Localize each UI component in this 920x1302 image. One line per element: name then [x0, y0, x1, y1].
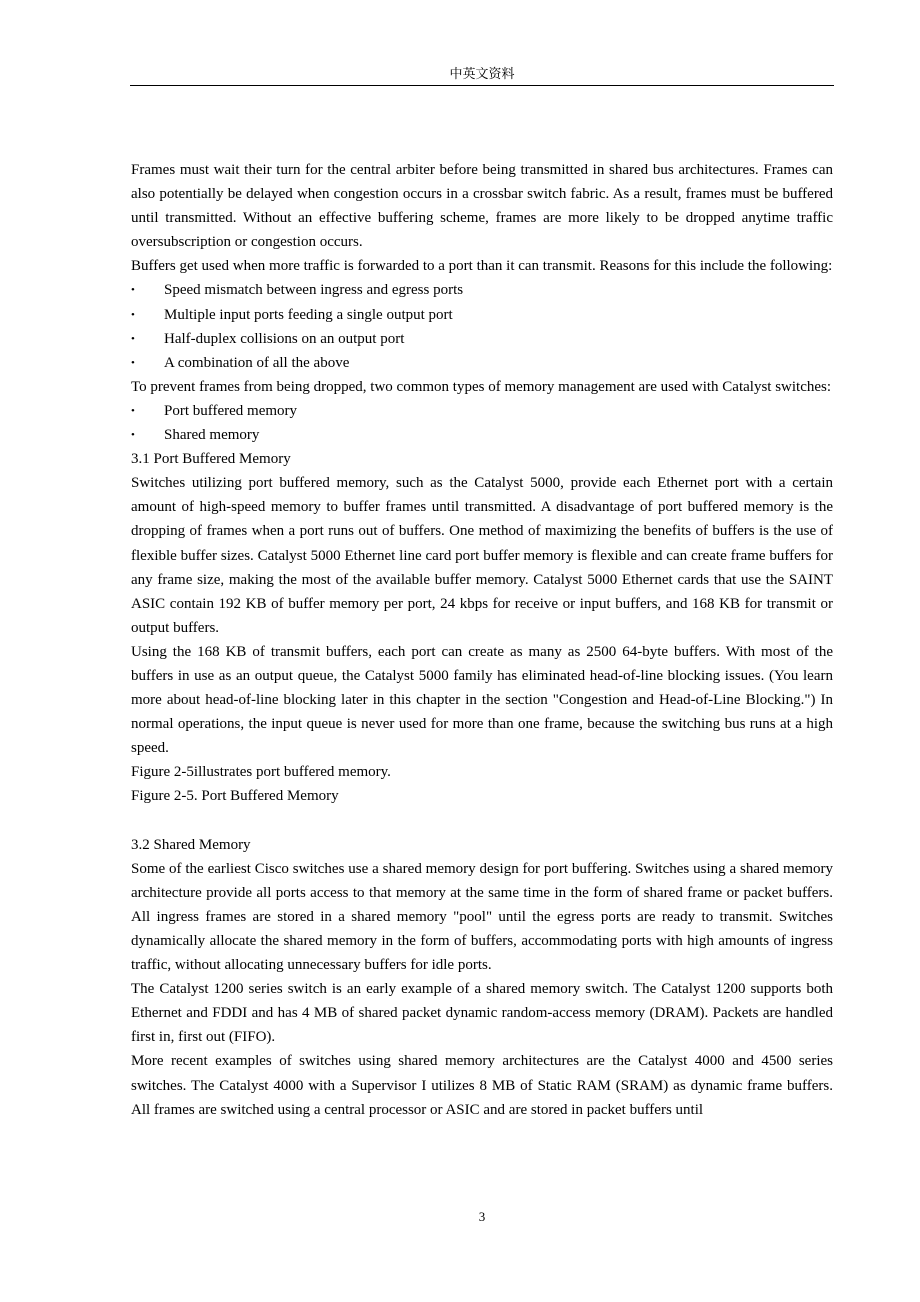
bullet-icon: • [131, 308, 135, 321]
list-item: • Multiple input ports feeding a single output port [131, 303, 833, 327]
document-body [131, 158, 833, 1122]
paragraph-shared-memory: Some of the earliest Cisco switches use a shared memory design for port buffering. Switches using a shared memory architecture provide all ports access to that memory at the same time in the form of shared frame or packet buffers. All ingress frames are stored in a shared memory "pool" until the egress ports are ready to transmit. Switches dynamically allocate the shared memory in the form of buffers, accommodating ports with high amounts of ingress traffic, without allocating unnecessary buffers for idle ports. [131, 860, 833, 974]
blank-line [131, 809, 833, 833]
paragraph-transmit-buffers: Using the 168 KB of transmit buffers, each port can create as many as 2500 64-byte buffers. With most of the buffers in use as an output queue, the Catalyst 5000 family has eliminated head-of-line blocking issues. (You learn more about head-of-line blocking later in this chapter in the section "Congestion and Head-of-Line Blocking.") In normal operations, the input queue is never used for more than one frame, because the switching bus runs at a high speed. [131, 643, 833, 757]
list-item: • A combination of all the above [131, 351, 833, 375]
paragraph-figure-reference: Figure 2-5illustrates port buffered memory. [131, 764, 391, 781]
reasons-list [131, 278, 833, 374]
bullet-icon: • [131, 356, 135, 369]
page-header-title: 中英文资料 [449, 66, 515, 81]
paragraph-port-buffered: Switches utilizing port buffered memory, such as the Catalyst 5000, provide each Ethernet port with a certain amount of high-speed memory to buffer frames until transmitted. A disadvantage of port buffered memory is the dropping of frames when a port runs out of buffers. One method of maximizing the benefits of buffers is the use of flexible buffer sizes. Catalyst 5000 Ethernet line card port buffer memory is flexible and can create frame buffers for any frame size, making the most of the available buffer memory. Catalyst 5000 Ethernet cards that use the SAINT ASIC contain 192 KB of buffer memory per port, 24 kbps for receive or input buffers, and 168 KB for transmit or output buffers. [131, 475, 833, 636]
bullet-icon: • [131, 284, 135, 297]
list-item: • Half-duplex collisions on an output port [131, 327, 833, 351]
bullet-icon: • [131, 429, 135, 442]
figure-caption: Figure 2-5. Port Buffered Memory [131, 788, 339, 805]
header-divider [130, 85, 834, 86]
paragraph-catalyst-4000: More recent examples of switches using shared memory architectures are the Catalyst 4000 and 4500 series switches. The Catalyst 4000 with a Supervisor I utilizes 8 MB of Static RAM (SRAM) as dynamic frame buffers. All frames are switched using a central processor or ASIC and are stored in packet buffers until [131, 1053, 833, 1118]
section-heading-port-buffered: 3.1 Port Buffered Memory [131, 451, 291, 468]
section-heading-shared-memory: 3.2 Shared Memory [131, 836, 251, 853]
list-item: • Shared memory [131, 423, 833, 447]
paragraph-buffering-intro: Frames must wait their turn for the central arbiter before being transmitted in shared bus architectures. Frames can also potentially be delayed when congestion occurs in a crossbar switch fabric. As a result, frames must be buffered until transmitted. Without an effective buffering scheme, frames are more likely to be dropped anytime traffic oversubscription or congestion occurs. [131, 162, 833, 251]
paragraph-memory-types: To prevent frames from being dropped, two common types of memory management are used with Catalyst switches: [131, 378, 832, 395]
paragraph-catalyst-1200: The Catalyst 1200 series switch is an early example of a shared memory switch. The Catalyst 1200 supports both Ethernet and FDDI and has 4 MB of shared packet dynamic random-access memory (DRAM). Packets are handled first in, first out (FIFO). [131, 981, 833, 1046]
page-number: 3 [478, 1209, 486, 1224]
memory-types-list [131, 399, 833, 447]
list-item: • Port buffered memory [131, 399, 833, 423]
bullet-icon: • [131, 404, 135, 417]
bullet-icon: • [131, 332, 135, 345]
list-item: • Speed mismatch between ingress and egress ports [131, 278, 833, 302]
paragraph-buffer-reasons: Buffers get used when more traffic is forwarded to a port than it can transmit. Reasons for this include the following: [131, 258, 833, 275]
